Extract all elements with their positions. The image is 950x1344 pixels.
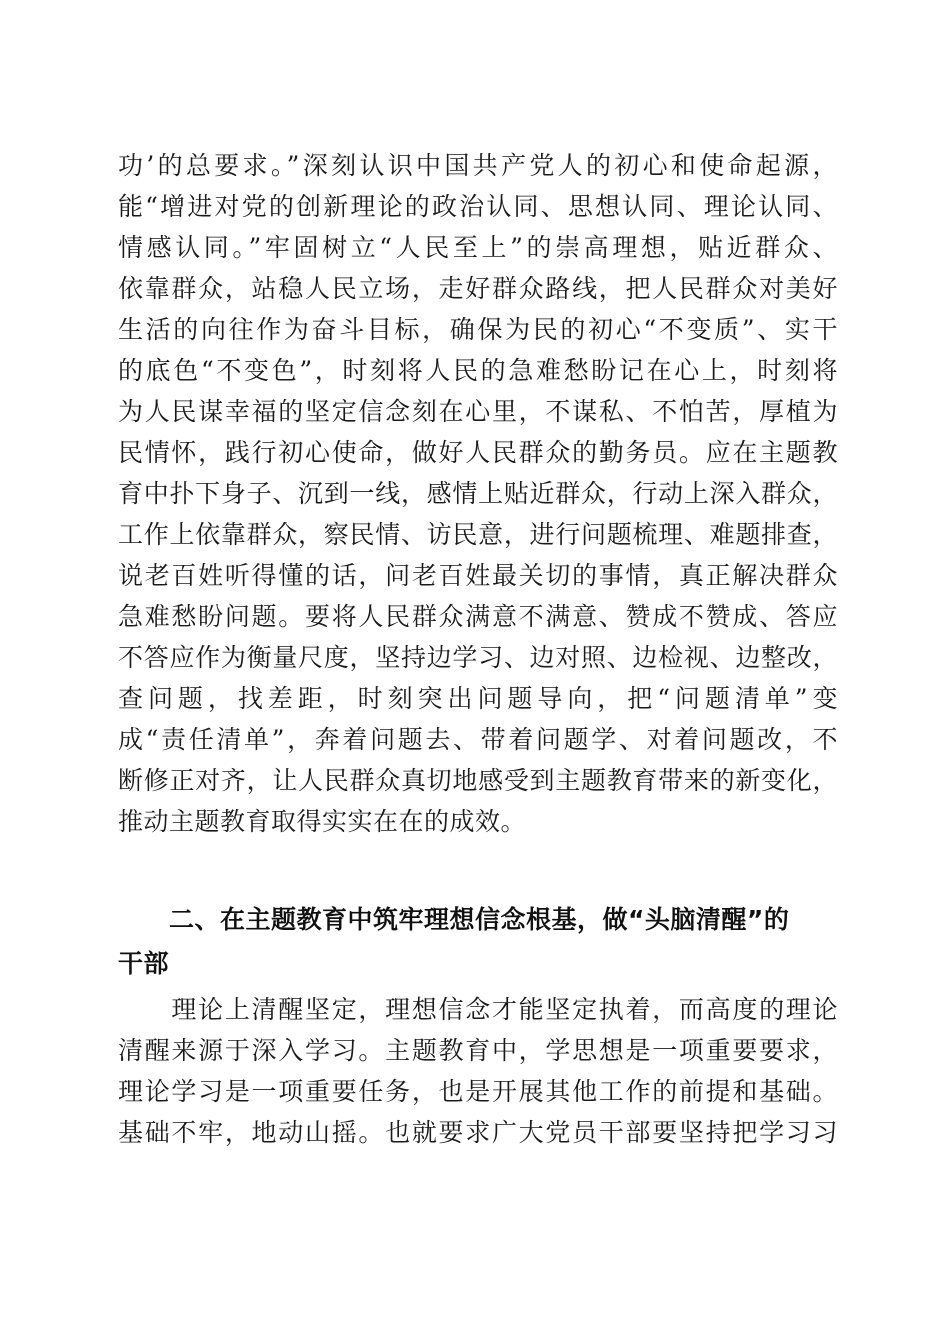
text-line: 清醒来源于深入学习。主题教育中，学思想是一项重要要求， [118, 1036, 838, 1065]
text-line: 基础不牢，地动山摇。也就要求广大党员干部要坚持把学习习 [118, 1118, 838, 1147]
text-line: 能“增进对党的创新理论的政治认同、思想认同、理论认同、 [118, 192, 838, 221]
text-line: 育中扑下身子、沉到一线，感情上贴近群众，行动上深入群众， [118, 479, 838, 508]
text-line: 功’的总要求。”深刻认识中国共产党人的初心和使命起源， [118, 151, 838, 180]
text-line: 断修正对齐，让人民群众真切地感受到主题教育带来的新变化， [118, 766, 838, 795]
text-line: 生活的向往作为奋斗目标，确保为民的初心“不变质”、实干 [118, 315, 838, 344]
text-line: 急难愁盼问题。要将人民群众满意不满意、赞成不赞成、答应 [118, 602, 838, 631]
text-line: 的底色“不变色”，时刻将人民的急难愁盼记在心上，时刻将 [118, 356, 838, 385]
text-line: 工作上依靠群众，察民情、访民意，进行问题梳理、难题排查， [118, 520, 838, 549]
text-line: 情感认同。”牢固树立“人民至上”的崇高理想，贴近群众、 [118, 233, 838, 262]
text-line: 查问题，找差距，时刻突出问题导向，把“问题清单”变 [118, 684, 838, 713]
text-line: 依靠群众，站稳人民立场，走好群众路线，把人民群众对美好 [118, 274, 838, 303]
text-line: 民情怀，践行初心使命，做好人民群众的勤务员。应在主题教 [118, 438, 838, 467]
text-line: 说老百姓听得懂的话，问老百姓最关切的事情，真正解决群众 [118, 561, 838, 590]
text-line: 推动主题教育取得实实在在的成效。 [118, 807, 527, 836]
heading-line: 二、在主题教育中筑牢理想信念根基，做“头脑清醒”的 [118, 905, 790, 934]
text-line: 不答应作为衡量尺度，坚持边学习、边对照、边检视、边整改， [118, 643, 838, 672]
text-line: 理论学习是一项重要任务，也是开展其他工作的前提和基础。 [118, 1077, 838, 1106]
heading-line: 干部 [118, 949, 170, 978]
text-line: 为人民谋幸福的坚定信念刻在心里，不谋私、不怕苦，厚植为 [118, 397, 838, 426]
text-line: 理论上清醒坚定，理想信念才能坚定执着，而高度的理论 [118, 995, 838, 1024]
text-line: 成“责任清单”，奔着问题去、带着问题学、对着问题改，不 [118, 725, 838, 754]
